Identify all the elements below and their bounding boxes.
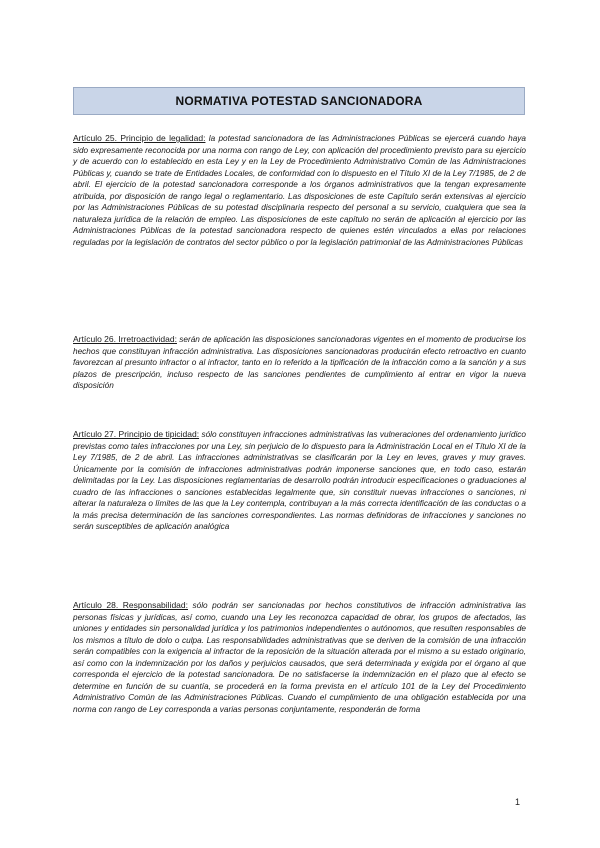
article-25-body: la potestad sancionadora de las Administraciones Públicas se ejercerá cuando haya sido expresamente reconocida por una norma con rango de Ley, con aplicación del procedimiento previsto para su ejercicio y de acuerdo con lo establecido en esta Ley y en la Ley de Procedimiento Administrativo Común de las Administraciones Públicas y, cuando se trate de Entidades Locales, de conformidad con lo dispuesto en el Título XI de la Ley 7/1985, de 2 de abril. El ejercicio de la potestad sancionadora corresponde a los órganos administrativos que la tengan expresamente atribuida, por disposición de rango legal o reglamentario. Las disposiciones de este Capítulo serán extensivas al ejercicio por las Administraciones Públicas de su potestad disciplinaria respecto del personal a su servicio, cualquiera que sea la naturaleza jurídica de la relación de empleo. Las disposiciones de este capítulo no serán de aplicación al ejercicio por las Administraciones Públicas de la potestad sancionadora respecto de quienes estén vinculados a ellas por relaciones reguladas por la legislación de contratos del sector público o por la legislación patrimonial de las Administraciones Públicas	[73, 134, 526, 247]
article-28-heading: Artículo 28. Responsabilidad:	[73, 600, 188, 610]
article-26-heading: Artículo 26. Irretroactividad:	[73, 334, 177, 344]
article-25	[73, 133, 526, 248]
article-28	[73, 600, 526, 715]
article-25-heading: Artículo 25. Principio de legalidad:	[73, 133, 206, 143]
article-26-body: serán de aplicación las disposiciones sancionadoras vigentes en el momento de producirse los hechos que constituyan infracción administrativa. Las disposiciones sancionadoras producirán efecto retroactivo en cuanto favorezcan al presunto infractor o al infractor, tanto en lo referido a la tipificación de la infracción como a la sanción y a sus plazos de prescripción, incluso respecto de las sanciones pendientes de cumplimiento al entrar en vigor la nueva disposición	[73, 335, 527, 391]
article-26	[73, 334, 526, 392]
article-28-body: sólo podrán ser sancionadas por hechos constitutivos de infracción administrativa las personas físicas y jurídicas, así como, cuando una Ley les reconozca capacidad de obrar, los grupos de afectados, las uniones y entidades sin personalidad jurídica y los patrimonios independientes o autónomos, que resulten responsables de los mismos a título de dolo o culpa. Las responsabilidades administrativas que se deriven de la comisión de una infracción serán compatibles con la exigencia al infractor de la reposición de la situación alterada por el mismo a su estado originario, así como con la indemnización por los daños y perjuicios causados, que será determinada y exigida por el órgano al que corresponda el ejercicio de la potestad sancionadora. De no satisfacerse la indemnización en el plazo que al efecto se determine en función de su cuantía, se procederá en la forma prevista en el artículo 101 de la Ley del Procedimiento Administrativo Común de las Administraciones Públicas. Cuando el cumplimiento de una obligación establecida por una norma con rango de Ley corresponda a varias personas conjuntamente, responderán de forma	[73, 601, 526, 714]
page-number: 1	[515, 797, 521, 807]
article-27-heading: Artículo 27. Principio de tipicidad:	[73, 429, 200, 439]
page-title: NORMATIVA POTESTAD SANCIONADORA	[175, 94, 423, 108]
article-27	[73, 429, 526, 533]
article-27-body: sólo constituyen infracciones administrativas las vulneraciones del ordenamiento jurídico previstas como tales infracciones por una Ley, sin perjuicio de lo dispuesto para la Administración Local en el Título XI de la Ley 7/1985, de 2 de abril. Las infracciones administrativas se clasificarán por la Ley en leves, graves y muy graves. Únicamente por la comisión de infracciones administrativas podrán imponerse sanciones que, en todo caso, estarán delimitadas por la Ley. Las disposiciones reglamentarias de desarrollo podrán introducir especificaciones o graduaciones al cuadro de las infracciones o sanciones establecidas legalmente que, sin constituir nuevas infracciones o sanciones, ni alterar la naturaleza o límites de las que la Ley contempla, contribuyan a la más correcta identificación de las conductas o a la más precisa determinación de las sanciones correspondientes. Las normas definidoras de infracciones y sanciones no serán susceptibles de aplicación analógica	[73, 430, 526, 532]
title-banner	[73, 87, 525, 115]
